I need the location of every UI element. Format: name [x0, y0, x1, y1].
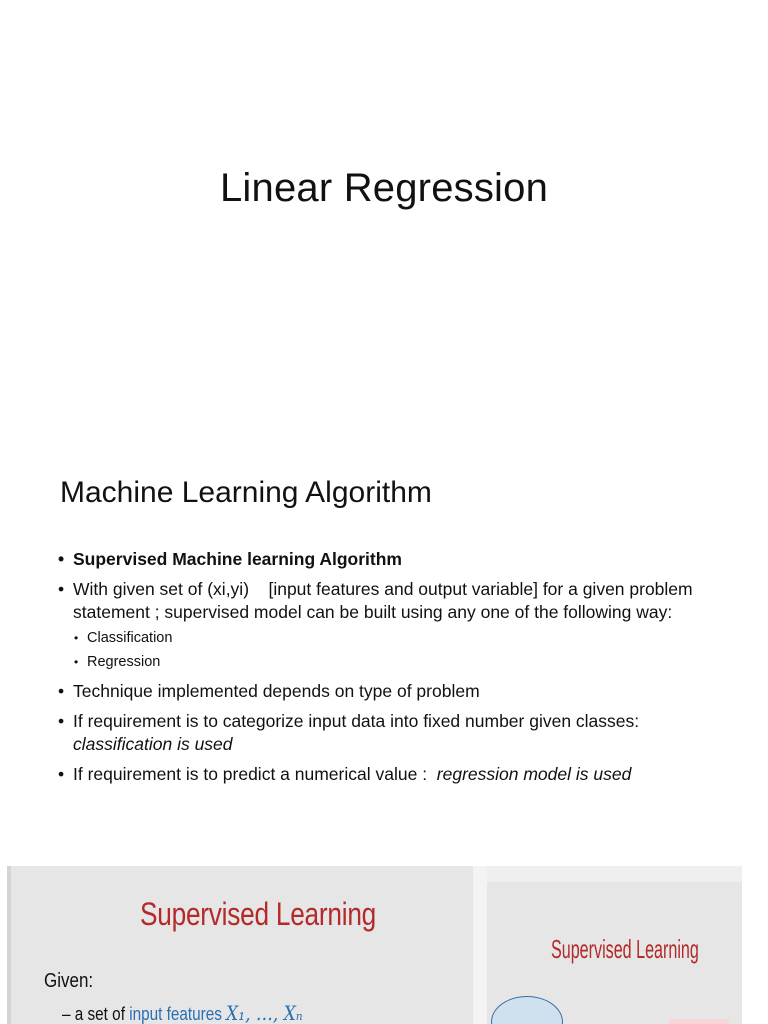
set-math: X₁, …, Xₙ — [226, 1001, 303, 1024]
sub-bullet-item — [58, 650, 708, 674]
sub-bullet-item — [58, 626, 708, 650]
sub-bullet-list — [58, 626, 708, 674]
sub-bullet-text: Regression — [87, 654, 161, 670]
bullet-item — [58, 680, 708, 703]
embedded-slide-title: Supervised Learning — [140, 896, 377, 932]
bullet-item — [58, 710, 708, 756]
bullet-dot: • — [58, 681, 65, 701]
section-heading: Machine Learning Algorithm — [60, 476, 432, 509]
bullet-item — [58, 578, 708, 624]
image-gap — [473, 866, 487, 1024]
bullet-text-italic: classification is used — [73, 734, 233, 754]
bullet-text: Technique implemented depends on type of problem — [73, 681, 480, 701]
bullet-dot: • — [58, 711, 65, 731]
slide-title: Linear Regression — [219, 166, 549, 210]
sub-bullet-text: Classification — [87, 630, 173, 646]
diagram-pink-box — [669, 1019, 729, 1024]
bullet-text: With given set of (xi,yi) [input features and output variable] for a given problem statement ; supervised model can be built using any one of the following way: — [73, 579, 698, 622]
bullet-dot: • — [58, 764, 65, 784]
set-prefix: – a set of — [62, 1004, 130, 1024]
bullet-list — [58, 548, 708, 793]
bullet-text: Supervised Machine learning Algorithm — [73, 549, 402, 569]
bullet-item — [58, 548, 708, 571]
given-label: Given: — [44, 970, 94, 992]
bullet-dot: • — [74, 631, 79, 645]
bullet-dot: • — [58, 579, 65, 599]
input-features-line — [62, 1001, 303, 1024]
set-blue-text: input features — [129, 1004, 227, 1024]
bullet-dot: • — [58, 549, 65, 569]
bullet-text: If requirement is to predict a numerical value : — [73, 764, 437, 784]
right-slide-title: Supervised Learning — [551, 934, 699, 964]
bullet-dot: • — [74, 655, 79, 669]
bullet-text-italic: regression model is used — [436, 764, 632, 784]
bullet-item — [58, 763, 708, 786]
bullet-text: If requirement is to categorize input data into fixed number given classes: — [73, 711, 640, 731]
